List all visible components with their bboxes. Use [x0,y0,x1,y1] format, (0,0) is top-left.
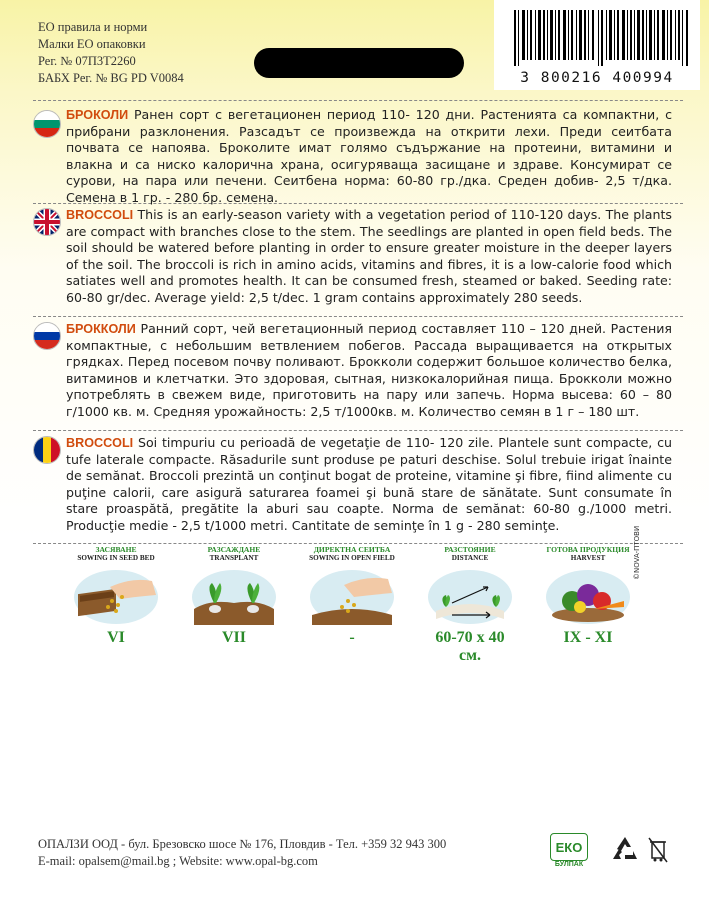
recycle-icon [611,834,639,864]
divider [33,543,683,544]
section-text: Ранний сорт, чей вегетационный период составляет 110 – 120 дней. Растения компактные, с небольшим ветвлением побегов. Рассада выращивается на открытых грядках. Перед посевом почву поливают. Брокколи содержит большое количество белка, витаминов и клетчатки. Это здоровая, сытная, низкокалорийная пища. Брокколи можно употреблять в свежем виде, приготовить на пару или запечь. Норма высева: 60 – 80 г/1000 кв. м. Средняя урожайность: 2,5 т/1000кв. м. Количество семян в 1 г – 180 шт. [66,321,672,419]
icon-label-bg: ДИРЕКТНА СЕИТБА [313,545,391,554]
icon-label-en: HARVEST [570,554,606,562]
bulgaria-flag-icon [33,110,61,138]
section-en [66,207,672,307]
registration-info [38,19,184,87]
section-text: This is an early-season variety with a vegetation period of 110-120 days. The plants are compact with branches close to the stem. The seedlings are planted in open field beds. The soil should be watered before planting in order to ensure greater moisture in the deeper layers of the soil. The broccoli is rich in amino acids, vitamins and fibres, it is a low-calorie food which satiates well and promotes health. It can be consumed fresh, steamed or baked. Seeding rate: 60-80 gr/dec. Average yield: 2,5 t/dec. 1 gram contains approximately 280 seeds. [66,207,672,305]
open-field-icon [308,567,396,625]
harvest-icon [544,567,632,625]
icon-column-direct-sowing [306,545,398,647]
icon-value: IX - XI [563,629,613,646]
header-line: Малки ЕО опаковки [38,37,146,51]
divider [33,100,683,101]
company-contacts: E-mail: opalsem@mail.bg ; Website: www.opal-bg.com [38,854,318,868]
transplant-icon [190,567,278,625]
russia-flag-icon [33,322,61,350]
section-title: BROCCOLI [66,208,134,222]
barcode [494,0,700,90]
icon-label-en: TRANSPLANT [209,554,259,562]
uk-flag-icon [33,208,61,236]
header-line: ЕО правила и норми [38,20,148,34]
distance-icon [426,567,514,625]
ekobulpak-logo [548,833,590,871]
icon-label-bg: РАЗСТОЯНИЕ [444,545,496,554]
divider [33,316,683,317]
icon-value: - [349,629,355,646]
header-line: Рег. № 07П3Т2260 [38,54,136,68]
icon-label-bg: ЗАСЯВАНЕ [95,545,137,554]
hanger-slot [254,48,464,78]
section-title: БРОККОЛИ [66,322,136,336]
icon-column-transplant [188,545,280,647]
icon-value: VI [107,629,125,646]
icon-column-sowing [70,545,162,647]
section-text: Ранен сорт с вегетационен период 110- 120 дни. Растенията са компактни, с прибрани разклонения. Разсадът се произвежда на открити лехи. Преди сеитбата почвата се напоява. Броколите имат голямо съдържание на протеини, витамини и влакна и са ниско калорична храна, осигуряваща засищане и здраве. Консумират се сурови, на пара или печени. Сеитбена норма: 60-80 гр./дка. Среден добив- 2,5 т/дка. Семена в 1 гр. - 280 бр. семена. [66,107,672,205]
bulpak-text: БУЛПАК [554,861,584,868]
copyright-mark: ©NOVA-ПТОВИ [633,525,641,580]
header-line: БАБХ Рег. № BG PD V0084 [38,71,184,85]
company-footer [38,836,446,870]
seed-bed-icon [72,567,160,625]
section-ro [66,435,672,535]
icon-column-harvest [542,545,634,647]
section-title: БРОКОЛИ [66,108,129,122]
icon-label-bg: ГОТОВА ПРОДУКЦИЯ [546,545,630,554]
growing-icons-row [70,545,650,665]
divider [33,430,683,431]
company-address: ОПАЛЗИ ООД - бул. Брезовско шосе № 176, Пловдив - Тел. +359 32 943 300 [38,837,447,851]
barcode-number: 3 800216 400994 [520,70,674,86]
section-text: Soi timpuriu cu perioadă de vegetaţie de 110- 120 zile. Plantele sunt compacte, cu tufe laterale compacte. Răsadurile sunt produse pe paturi deschise. Solul trebuie irigat înainte de semănat. Broccoli prezintă un conţinut bogat de proteine, vitamine şi fibre, fiind alimente cu puţine calorii, care asigură saturarea foamei şi bună stare de sănătate. Sunt consumate în stare proaspătă, pregătite la aburi sau coapte. Norma de semănat: 60-80 g./1000 metri. Producţie medie - 2,5 t/1000 metri. Cantitate de seminţe în 1 g - 280 seminţe. [66,435,672,533]
section-bg [66,107,672,207]
icon-label-en: SOWING IN SEED BED [77,554,155,562]
icon-column-distance [424,545,516,665]
icon-label-bg: РАЗСАЖДАНЕ [207,545,261,554]
romania-flag-icon [33,436,61,464]
eko-mark: ЕКО [550,833,588,861]
barcode-bars [514,10,688,66]
icon-label-en: DISTANCE [451,554,489,562]
icon-value: VII [221,629,246,646]
icon-label-en: SOWING IN OPEN FIELD [309,554,395,562]
icon-value: 60-70 х 40 см. [435,629,505,664]
no-litter-bin-icon [647,834,669,864]
section-ru [66,321,672,421]
section-title: BROCCOLI [66,436,134,450]
